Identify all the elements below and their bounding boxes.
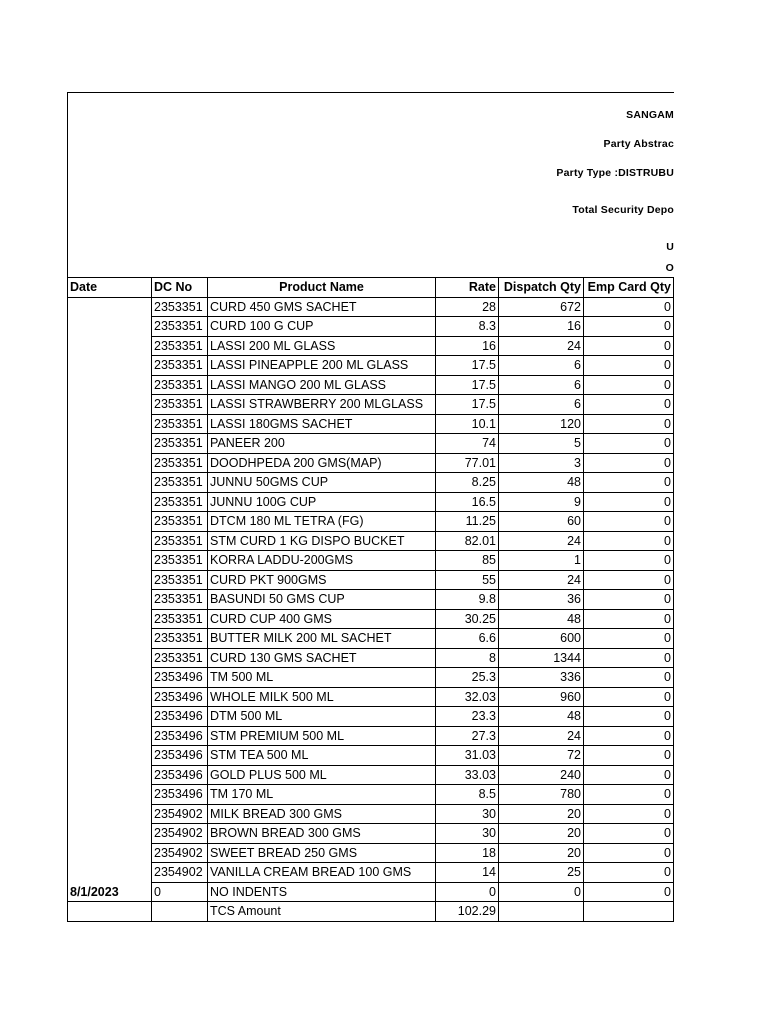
product-name-cell: SWEET BREAD 250 GMS	[208, 843, 436, 863]
dispatch-qty-cell: 780	[499, 785, 584, 805]
dc-no-cell: 2353351	[152, 375, 208, 395]
rate-cell: 16	[436, 336, 499, 356]
dispatch-qty-cell: 24	[499, 570, 584, 590]
dispatch-qty-cell: 16	[499, 317, 584, 337]
dispatch-qty-cell: 9	[499, 492, 584, 512]
product-name-cell: LASSI MANGO 200 ML GLASS	[208, 375, 436, 395]
dc-no-cell: 0	[152, 882, 208, 902]
emp-card-qty-cell: 0	[584, 453, 674, 473]
rate-cell: 9.8	[436, 590, 499, 610]
rate-cell: 8.3	[436, 317, 499, 337]
column-header-emp-card-qty: Emp Card Qty	[584, 278, 674, 298]
table-row	[68, 434, 674, 454]
table-row	[68, 824, 674, 844]
product-name-cell: GOLD PLUS 500 ML	[208, 765, 436, 785]
dispatch-qty-cell: 120	[499, 414, 584, 434]
rate-cell: 14	[436, 863, 499, 883]
dispatch-qty-cell: 5	[499, 434, 584, 454]
dc-no-cell: 2353351	[152, 434, 208, 454]
rate-cell: 16.5	[436, 492, 499, 512]
dispatch-qty-cell: 672	[499, 297, 584, 317]
tcs-amount: 102.29	[436, 902, 499, 922]
table-row	[68, 336, 674, 356]
rate-cell: 23.3	[436, 707, 499, 727]
rate-cell: 30	[436, 804, 499, 824]
emp-card-qty-cell: 0	[584, 629, 674, 649]
dc-no-cell: 2353351	[152, 551, 208, 571]
product-name-cell: DTCM 180 ML TETRA (FG)	[208, 512, 436, 532]
dispatch-qty-cell: 48	[499, 707, 584, 727]
dispatch-qty-cell: 336	[499, 668, 584, 688]
dc-no-cell: 2353351	[152, 629, 208, 649]
rate-cell: 85	[436, 551, 499, 571]
product-name-cell: TM 500 ML	[208, 668, 436, 688]
rate-cell: 32.03	[436, 687, 499, 707]
emp-card-qty-cell: 0	[584, 473, 674, 493]
emp-card-qty-cell: 0	[584, 746, 674, 766]
emp-card-qty-cell: 0	[584, 668, 674, 688]
tcs-empty-emp	[584, 902, 674, 922]
rate-cell: 17.5	[436, 395, 499, 415]
company-name: SANGAM	[626, 109, 674, 121]
rate-cell: 10.1	[436, 414, 499, 434]
dispatch-qty-cell: 36	[499, 590, 584, 610]
product-name-cell: LASSI 180GMS SACHET	[208, 414, 436, 434]
party-type: Party Type :DISTRUBU	[556, 167, 674, 179]
rate-cell: 77.01	[436, 453, 499, 473]
rate-cell: 8.25	[436, 473, 499, 493]
product-name-cell: LASSI STRAWBERRY 200 MLGLASS	[208, 395, 436, 415]
product-name-cell: BROWN BREAD 300 GMS	[208, 824, 436, 844]
tcs-empty-qty	[499, 902, 584, 922]
dc-no-cell: 2353496	[152, 668, 208, 688]
dc-no-cell: 2353351	[152, 492, 208, 512]
column-header-rate: Rate	[436, 278, 499, 298]
emp-card-qty-cell: 0	[584, 824, 674, 844]
emp-card-qty-cell: 0	[584, 570, 674, 590]
dispatch-qty-cell: 0	[499, 882, 584, 902]
rate-cell: 82.01	[436, 531, 499, 551]
table-row	[68, 882, 674, 902]
product-name-cell: NO INDENTS	[208, 882, 436, 902]
product-name-cell: JUNNU 50GMS CUP	[208, 473, 436, 493]
table-row	[68, 375, 674, 395]
dispatch-qty-cell: 20	[499, 843, 584, 863]
table-row	[68, 297, 674, 317]
tcs-label: TCS Amount	[208, 902, 436, 922]
emp-card-qty-cell: 0	[584, 785, 674, 805]
emp-card-qty-cell: 0	[584, 726, 674, 746]
dispatch-qty-cell: 1	[499, 551, 584, 571]
table-row	[68, 629, 674, 649]
rate-cell: 33.03	[436, 765, 499, 785]
table-row	[68, 765, 674, 785]
dc-no-cell: 2353351	[152, 414, 208, 434]
product-name-cell: LASSI PINEAPPLE 200 ML GLASS	[208, 356, 436, 376]
emp-card-qty-cell: 0	[584, 414, 674, 434]
table-row	[68, 609, 674, 629]
table-row	[68, 863, 674, 883]
dispatch-qty-cell: 20	[499, 804, 584, 824]
emp-card-qty-cell: 0	[584, 356, 674, 376]
product-name-cell: CURD CUP 400 GMS	[208, 609, 436, 629]
report-title: Party Abstrac	[603, 138, 674, 150]
dispatch-qty-cell: 25	[499, 863, 584, 883]
product-name-cell: DOODHPEDA 200 GMS(MAP)	[208, 453, 436, 473]
dc-no-cell: 2353351	[152, 590, 208, 610]
product-name-cell: STM PREMIUM 500 ML	[208, 726, 436, 746]
table-row	[68, 414, 674, 434]
table-row	[68, 317, 674, 337]
tcs-row	[68, 902, 674, 922]
dispatch-qty-cell: 24	[499, 726, 584, 746]
emp-card-qty-cell: 0	[584, 843, 674, 863]
dc-no-cell: 2353351	[152, 336, 208, 356]
dispatch-qty-cell: 48	[499, 473, 584, 493]
rate-cell: 27.3	[436, 726, 499, 746]
table-row	[68, 843, 674, 863]
emp-card-qty-cell: 0	[584, 492, 674, 512]
table-row	[68, 492, 674, 512]
table-row	[68, 746, 674, 766]
dc-no-cell: 2354902	[152, 843, 208, 863]
dispatch-qty-cell: 6	[499, 395, 584, 415]
emp-card-qty-cell: 0	[584, 297, 674, 317]
emp-card-qty-cell: 0	[584, 687, 674, 707]
dc-no-cell: 2353351	[152, 648, 208, 668]
security-deposit: Total Security Depo	[572, 204, 674, 216]
product-name-cell: TM 170 ML	[208, 785, 436, 805]
product-name-cell: WHOLE MILK 500 ML	[208, 687, 436, 707]
emp-card-qty-cell: 0	[584, 707, 674, 727]
table-row	[68, 551, 674, 571]
dc-no-cell: 2353351	[152, 317, 208, 337]
table-row	[68, 707, 674, 727]
dc-no-cell: 2353351	[152, 453, 208, 473]
product-name-cell: PANEER 200	[208, 434, 436, 454]
table-row	[68, 356, 674, 376]
dispatch-qty-cell: 6	[499, 356, 584, 376]
dc-no-cell: 2353351	[152, 356, 208, 376]
tcs-empty-date	[68, 902, 152, 922]
emp-card-qty-cell: 0	[584, 804, 674, 824]
report-header	[68, 93, 674, 277]
product-name-cell: VANILLA CREAM BREAD 100 GMS	[208, 863, 436, 883]
header-line-o: O	[665, 262, 674, 274]
dc-no-cell: 2353496	[152, 726, 208, 746]
rate-cell: 55	[436, 570, 499, 590]
emp-card-qty-cell: 0	[584, 590, 674, 610]
emp-card-qty-cell: 0	[584, 336, 674, 356]
date-cell: 8/1/2023	[68, 297, 152, 902]
dispatch-qty-cell: 6	[499, 375, 584, 395]
dispatch-qty-cell: 600	[499, 629, 584, 649]
product-name-cell: BUTTER MILK 200 ML SACHET	[208, 629, 436, 649]
dc-no-cell: 2353351	[152, 609, 208, 629]
dc-no-cell: 2353496	[152, 765, 208, 785]
dc-no-cell: 2353496	[152, 687, 208, 707]
table-row	[68, 687, 674, 707]
table-row	[68, 668, 674, 688]
emp-card-qty-cell: 0	[584, 375, 674, 395]
rate-cell: 31.03	[436, 746, 499, 766]
product-name-cell: JUNNU 100G CUP	[208, 492, 436, 512]
rate-cell: 28	[436, 297, 499, 317]
table-row	[68, 590, 674, 610]
rate-cell: 18	[436, 843, 499, 863]
table-row	[68, 512, 674, 532]
emp-card-qty-cell: 0	[584, 551, 674, 571]
tcs-empty-dc	[152, 902, 208, 922]
dc-no-cell: 2353496	[152, 785, 208, 805]
product-name-cell: STM TEA 500 ML	[208, 746, 436, 766]
column-header-date: Date	[68, 278, 152, 298]
rate-cell: 17.5	[436, 356, 499, 376]
table-header-row	[68, 278, 674, 298]
dc-no-cell: 2353351	[152, 512, 208, 532]
dispatch-qty-cell: 24	[499, 336, 584, 356]
dc-no-cell: 2353496	[152, 746, 208, 766]
rate-cell: 0	[436, 882, 499, 902]
rate-cell: 8.5	[436, 785, 499, 805]
rate-cell: 30	[436, 824, 499, 844]
dispatch-qty-cell: 60	[499, 512, 584, 532]
emp-card-qty-cell: 0	[584, 609, 674, 629]
product-name-cell: CURD PKT 900GMS	[208, 570, 436, 590]
rate-cell: 30.25	[436, 609, 499, 629]
product-name-cell: CURD 130 GMS SACHET	[208, 648, 436, 668]
table-row	[68, 473, 674, 493]
table-row	[68, 726, 674, 746]
dc-no-cell: 2354902	[152, 824, 208, 844]
dc-no-cell: 2353351	[152, 297, 208, 317]
dispatch-table	[67, 277, 674, 922]
dc-no-cell: 2353351	[152, 395, 208, 415]
dc-no-cell: 2354902	[152, 804, 208, 824]
table-row	[68, 804, 674, 824]
emp-card-qty-cell: 0	[584, 648, 674, 668]
dc-no-cell: 2354902	[152, 863, 208, 883]
product-name-cell: DTM 500 ML	[208, 707, 436, 727]
column-header-dispatch-qty: Dispatch Qty	[499, 278, 584, 298]
table-row	[68, 395, 674, 415]
dispatch-qty-cell: 240	[499, 765, 584, 785]
dispatch-qty-cell: 20	[499, 824, 584, 844]
report-sheet	[67, 92, 674, 922]
dispatch-qty-cell: 24	[499, 531, 584, 551]
emp-card-qty-cell: 0	[584, 531, 674, 551]
dc-no-cell: 2353351	[152, 473, 208, 493]
dc-no-cell: 2353496	[152, 707, 208, 727]
product-name-cell: LASSI 200 ML GLASS	[208, 336, 436, 356]
rate-cell: 74	[436, 434, 499, 454]
emp-card-qty-cell: 0	[584, 434, 674, 454]
product-name-cell: CURD 450 GMS SACHET	[208, 297, 436, 317]
table-row	[68, 785, 674, 805]
table-row	[68, 648, 674, 668]
product-name-cell: MILK BREAD 300 GMS	[208, 804, 436, 824]
emp-card-qty-cell: 0	[584, 882, 674, 902]
emp-card-qty-cell: 0	[584, 765, 674, 785]
rate-cell: 8	[436, 648, 499, 668]
rate-cell: 17.5	[436, 375, 499, 395]
rate-cell: 6.6	[436, 629, 499, 649]
table-row	[68, 531, 674, 551]
dispatch-qty-cell: 1344	[499, 648, 584, 668]
dispatch-qty-cell: 3	[499, 453, 584, 473]
emp-card-qty-cell: 0	[584, 863, 674, 883]
dispatch-qty-cell: 72	[499, 746, 584, 766]
emp-card-qty-cell: 0	[584, 395, 674, 415]
dispatch-qty-cell: 48	[499, 609, 584, 629]
emp-card-qty-cell: 0	[584, 317, 674, 337]
dispatch-qty-cell: 960	[499, 687, 584, 707]
table-row	[68, 570, 674, 590]
rate-cell: 11.25	[436, 512, 499, 532]
rate-cell: 25.3	[436, 668, 499, 688]
column-header-dc-no: DC No	[152, 278, 208, 298]
header-line-u: U	[666, 241, 674, 253]
product-name-cell: STM CURD 1 KG DISPO BUCKET	[208, 531, 436, 551]
product-name-cell: CURD 100 G CUP	[208, 317, 436, 337]
product-name-cell: BASUNDI 50 GMS CUP	[208, 590, 436, 610]
emp-card-qty-cell: 0	[584, 512, 674, 532]
product-name-cell: KORRA LADDU-200GMS	[208, 551, 436, 571]
table-row	[68, 453, 674, 473]
dc-no-cell: 2353351	[152, 570, 208, 590]
column-header-product-name: Product Name	[208, 278, 436, 298]
dc-no-cell: 2353351	[152, 531, 208, 551]
